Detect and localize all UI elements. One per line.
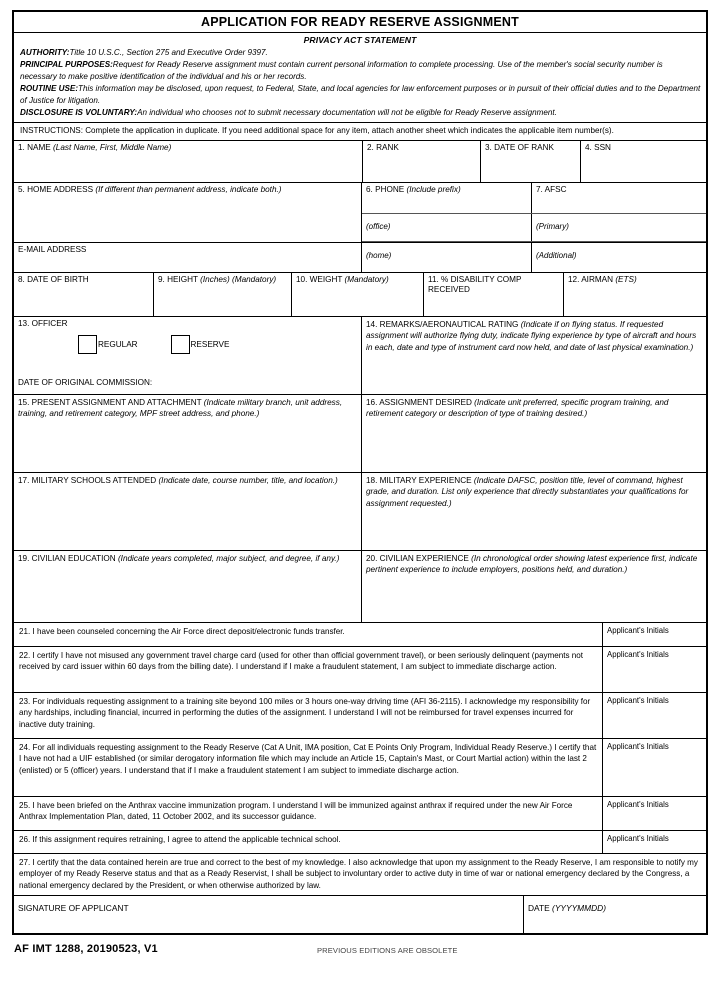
field-remarks-hint: (Indicate if on flying status. If requested assignment will authorize flying duty, indicate flying experience by type of aircraft and hours in each, date and type of instrument card now held, and date of last physical examination.)	[366, 319, 697, 352]
phone-afsc-group	[362, 183, 706, 242]
privacy-act-heading: PRIVACY ACT STATEMENT	[303, 35, 417, 45]
field-home-address-label: 5. HOME ADDRESS	[18, 184, 94, 194]
row-civilian-education-experience	[14, 550, 706, 622]
cert-22-initials[interactable]	[602, 647, 706, 692]
cert-21-number: 21.	[19, 626, 31, 636]
cert-23-initials-label: Applicant's Initials	[607, 695, 669, 705]
field-present-assignment-hint: (Indicate military branch, unit address, training, and retirement category, MPF street address, and phone.)	[18, 397, 343, 419]
row-dob-height-weight	[14, 272, 706, 316]
cert-24-initials[interactable]	[602, 739, 706, 796]
cert-row-21	[14, 622, 706, 646]
cert-26-text	[14, 831, 602, 853]
cert-22-number: 22.	[19, 650, 31, 660]
field-signature-label: SIGNATURE OF APPLICANT	[18, 902, 129, 913]
field-officer	[14, 317, 362, 394]
field-remarks-aeronautical[interactable]	[362, 317, 706, 394]
cert-22-text	[14, 647, 602, 692]
field-military-experience-label: 18. MILITARY EXPERIENCE	[366, 475, 472, 485]
row-present-desired	[14, 394, 706, 472]
field-height-label: 9. HEIGHT	[158, 274, 198, 284]
field-remarks-label: 14. REMARKS/AERONAUTICAL RATING	[366, 319, 519, 329]
cert-24-initials-label: Applicant's Initials	[607, 741, 669, 751]
cert-25-initials-label: Applicant's Initials	[607, 799, 669, 809]
field-afsc-primary-label: (Primary)	[536, 221, 569, 231]
field-name-label: 1. NAME	[18, 142, 51, 152]
field-date-of-birth[interactable]	[14, 273, 154, 316]
field-date-label: DATE	[528, 902, 550, 913]
cert-27-text	[14, 854, 706, 895]
form-footer	[12, 940, 708, 968]
field-civilian-experience[interactable]	[362, 551, 706, 622]
field-military-schools-hint: (Indicate date, course number, title, and location.)	[158, 475, 338, 485]
field-commission-date-label: DATE OF ORIGINAL COMMISSION:	[18, 378, 153, 388]
field-assignment-desired[interactable]	[362, 395, 706, 472]
field-civilian-experience-label: 20. CIVILIAN EXPERIENCE	[366, 553, 469, 563]
privacy-disclosure-text: An individual who chooses not to submit necessary documentation will not be eligible for Ready Reserve assignment.	[137, 108, 557, 118]
field-assignment-desired-label: 16. ASSIGNMENT DESIRED	[366, 397, 472, 407]
field-civilian-education-hint: (Indicate years completed, major subject, and degree, if any.)	[117, 553, 340, 563]
field-phone-hint: (Include prefix)	[406, 184, 461, 194]
field-phone-label: 6. PHONE	[366, 184, 405, 194]
field-civilian-education-label: 19. CIVILIAN EDUCATION	[18, 553, 116, 563]
field-rank-label: 2. RANK	[367, 142, 399, 152]
field-ssn-label: 4. SSN	[585, 142, 611, 152]
field-ssn[interactable]	[580, 141, 706, 182]
field-airman-label: 12. AIRMAN	[568, 274, 614, 284]
field-civilian-experience-hint: (In chronological order showing latest experience first, indicate pertinent experience to include employers, positions held, and duration.)	[366, 553, 698, 575]
field-disability-comp[interactable]	[424, 273, 564, 316]
cert-row-23	[14, 692, 706, 738]
cert-21-initials-label: Applicant's Initials	[607, 625, 669, 635]
privacy-principal-label: PRINCIPAL PURPOSES:	[20, 60, 113, 70]
form-border	[12, 10, 708, 935]
field-weight-hint: (Mandatory)	[344, 274, 389, 284]
field-date-hint: (YYYYMMDD)	[552, 902, 607, 913]
field-date-of-rank[interactable]	[480, 141, 580, 182]
privacy-routine-label: ROUTINE USE:	[20, 84, 79, 94]
field-civilian-education[interactable]	[14, 551, 362, 622]
cert-27-body: I certify that the data contained herein are true and correct to the best of my knowledge. I also acknowledge that upon my assignment to the Ready Reserve, I am responsible to notify my employer of my Ready Reserve status and that as a Ready Reservist, I shall be subject to involuntary order to active duty in time of war or national emergency declared by the Congress, a national emergency declared by the President, or when otherwise authorized by law.	[19, 857, 698, 891]
checkbox-regular-box[interactable]	[78, 335, 97, 354]
privacy-authority-text: Title 10 U.S.C., Section 275 and Executive Order 9397.	[69, 48, 268, 57]
cert-27-number: 27.	[19, 857, 31, 867]
privacy-routine-use	[20, 83, 701, 106]
field-phone[interactable]	[362, 183, 532, 213]
privacy-disclosure-label: DISCLOSURE IS VOLUNTARY:	[20, 108, 138, 118]
field-airman-ets[interactable]	[564, 273, 706, 316]
field-rank[interactable]	[362, 141, 480, 182]
field-afsc[interactable]	[532, 183, 706, 213]
cert-24-body: For all individuals requesting assignment to the Ready Reserve (Cat A Unit, IMA position, Cat E Points Only Program, Individual Ready Reserve.) I certify that I have not had a UIF established (or similar derogatory information file which may include an Article 15, Captain's Mast, or Court Martial action) within the last 2 (enlisted) or 5 (officer) years. I understand that if I make a fraudulent statement I am subject to immediate discharge action.	[19, 742, 597, 776]
privacy-authority-label: AUTHORITY:	[20, 48, 70, 57]
field-date[interactable]	[524, 896, 706, 933]
field-name-hint: (Last Name, First, Middle Name)	[53, 142, 172, 152]
field-signature[interactable]	[14, 896, 524, 933]
field-height-hint: (Inches) (Mandatory)	[200, 274, 277, 284]
field-name[interactable]	[14, 141, 362, 182]
cert-21-body: I have been counseled concerning the Air Force direct deposit/electronic funds transfer.	[32, 626, 345, 636]
previous-editions-notice: PREVIOUS EDITIONS ARE OBSOLETE	[317, 945, 458, 955]
field-weight[interactable]	[292, 273, 424, 316]
field-afsc-additional-label: (Additional)	[536, 250, 577, 260]
checkbox-regular[interactable]	[78, 335, 138, 354]
checkbox-regular-label: REGULAR	[98, 340, 138, 350]
field-afsc-label: 7. AFSC	[536, 184, 567, 194]
field-military-schools[interactable]	[14, 473, 362, 550]
row-email	[14, 242, 706, 272]
cert-23-body: For individuals requesting assignment to a training site beyond 100 miles or 3 hours one-way driving time (AFI 36-2115). I acknowledge my responsibility for any hardships, including financial, incurred in performing the duties of the assignment. I understand I will not be reimbursed for travel expenses incurred for inactive duty training.	[19, 696, 591, 730]
field-officer-label: 13. OFFICER	[18, 318, 68, 328]
field-airman-hint: (ETS)	[615, 274, 637, 284]
privacy-authority	[20, 47, 701, 58]
privacy-disclosure	[20, 107, 701, 118]
cert-row-22	[14, 646, 706, 692]
field-email-address[interactable]	[14, 243, 362, 272]
field-military-schools-label: 17. MILITARY SCHOOLS ATTENDED	[18, 475, 157, 485]
cert-21-initials[interactable]	[602, 623, 706, 646]
field-home-address[interactable]	[14, 183, 362, 242]
field-phone-office-label: (office)	[366, 221, 391, 231]
field-weight-label: 10. WEIGHT	[296, 274, 343, 284]
privacy-routine-text: This information may be disclosed, upon request, to Federal, State, and local agencies for law enforcement purposes or in pursuit of their official duties and to the Department of Justice for litigation.	[20, 84, 701, 105]
row-phone-afsc-head	[362, 183, 706, 213]
cert-23-number: 23.	[19, 696, 31, 706]
field-email-address-label: E-MAIL ADDRESS	[18, 244, 87, 254]
instructions-text: INSTRUCTIONS: Complete the application in duplicate. If you need additional space for any item, attach another sheet which indicates the applicable item number(s).	[14, 122, 706, 139]
privacy-principal-text: Request for Ready Reserve assignment must contain current personal information to complete processing. Use of the member's social security number is necessary to make positive identification of the individual and his or her records.	[20, 60, 663, 81]
checkbox-reserve-box[interactable]	[171, 335, 190, 354]
field-phone-home[interactable]	[362, 243, 532, 272]
form-identifier: AF IMT 1288, 20190523, V1	[14, 942, 158, 955]
form-title: APPLICATION FOR READY RESERVE ASSIGNMENT	[14, 12, 706, 33]
privacy-act-body	[14, 47, 706, 122]
checkbox-reserve-label: RESERVE	[190, 340, 230, 350]
row-officer-remarks	[14, 316, 706, 394]
cert-26-initials[interactable]	[602, 831, 706, 853]
field-present-assignment[interactable]	[14, 395, 362, 472]
field-phone-office[interactable]	[362, 214, 532, 241]
field-assignment-desired-hint: (Indicate unit preferred, specific program training, and retirement category or description of type of training desired.)	[366, 397, 669, 419]
privacy-act-section	[14, 33, 706, 140]
cert-23-initials[interactable]	[602, 693, 706, 738]
cert-21-text	[14, 623, 602, 646]
privacy-principal-purposes	[20, 59, 701, 82]
field-phone-home-label: (home)	[366, 250, 392, 260]
cert-row-25	[14, 796, 706, 830]
cert-row-24	[14, 738, 706, 796]
row-schools-experience	[14, 472, 706, 550]
row-phone-office	[362, 213, 706, 242]
cert-25-body: I have been briefed on the Anthrax vaccine immunization program. I understand I will be immunized against anthrax if required under the new Air Force Anthrax Implementation Plan, dated, 11 October 2002, and its successor guidance.	[19, 800, 573, 822]
cert-26-body: If this assignment requires retraining, I agree to attend the applicable technical school.	[32, 834, 341, 844]
field-date-of-rank-label: 3. DATE OF RANK	[485, 142, 554, 152]
field-height[interactable]	[154, 273, 292, 316]
row-address-phone	[14, 182, 706, 242]
cert-26-number: 26.	[19, 834, 31, 844]
field-date-of-birth-label: 8. DATE OF BIRTH	[18, 274, 89, 284]
cert-25-number: 25.	[19, 800, 31, 810]
cert-26-initials-label: Applicant's Initials	[607, 833, 669, 843]
field-military-experience[interactable]	[362, 473, 706, 550]
field-afsc-primary[interactable]	[532, 214, 706, 241]
cert-row-26	[14, 830, 706, 853]
checkbox-reserve[interactable]	[171, 335, 230, 354]
field-present-assignment-label: 15. PRESENT ASSIGNMENT AND ATTACHMENT	[18, 397, 202, 407]
cert-23-text	[14, 693, 602, 738]
cert-22-body: I certify I have not misused any government travel charge card (used for other than official government travel), or been seriously delinquent (payments not received by card issuer within 60 days from the billing date). I understand if I make a fraudulent statement, I am subject to immediate discharge action.	[19, 650, 584, 672]
cert-24-number: 24.	[19, 742, 31, 752]
cert-24-text	[14, 739, 602, 796]
officer-checkbox-group	[78, 335, 358, 359]
row-name-rank	[14, 140, 706, 182]
field-home-address-hint: (If different than permanent address, indicate both.)	[95, 184, 282, 194]
field-disability-comp-label: 11. % DISABILITY COMP RECEIVED	[428, 274, 522, 295]
row-signature	[14, 895, 706, 933]
cert-row-27	[14, 853, 706, 895]
cert-25-text	[14, 797, 602, 830]
field-afsc-additional[interactable]	[532, 243, 706, 272]
cert-25-initials[interactable]	[602, 797, 706, 830]
field-military-experience-hint: (Indicate DAFSC, position title, level of command, highest grade, and duration. List only experience that directly substantiates your qualifications for assignment requested.)	[366, 475, 689, 508]
cert-22-initials-label: Applicant's Initials	[607, 649, 669, 659]
